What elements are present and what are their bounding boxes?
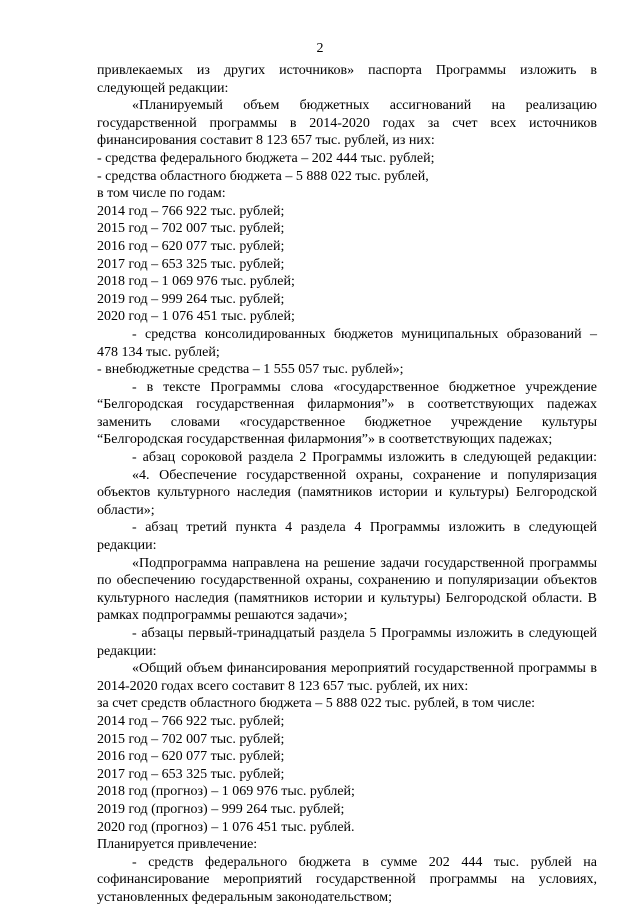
text-line: по обеспечению государственной охраны, сохранению и популяризации объектов [97, 573, 597, 589]
text-line: - средства консолидированных бюджетов муниципальных образований – [132, 326, 597, 342]
text-line: “Белгородская государственная филармония”» в соответствующих падежах; [97, 432, 553, 448]
text-line: «Планируемый объем бюджетных ассигнований на реализацию [132, 98, 597, 114]
text-line: - средства областного бюджета – 5 888 022 тыс. рублей, [97, 168, 429, 184]
text-line: культурного наследия (памятников истории и культуры) Белгородской области. В [97, 590, 597, 606]
text-line: «4. Обеспечение государственной охраны, сохранение и популяризация [132, 467, 597, 483]
text-line: установленных федеральным законодательством; [97, 889, 393, 905]
text-line: привлекаемых из других источников» паспорта Программы изложить в [97, 63, 597, 78]
text-line: следующей редакции: [97, 80, 229, 96]
text-line: области»; [97, 502, 155, 518]
text-line: 478 134 тыс. рублей; [97, 344, 220, 360]
text-line: «Подпрограмма направлена на решение задачи государственной программы [132, 555, 597, 571]
text-line: за счет средств областного бюджета – 5 888 022 тыс. рублей, в том числе: [97, 696, 536, 712]
text-line: редакции: [97, 538, 157, 554]
text-line: - абзацы первый-тринадцатый раздела 5 Программы изложить в следующей [132, 626, 597, 641]
text-line: «Общий объем финансирования мероприятий государственной программы в [132, 661, 597, 677]
text-line: государственной программы в 2014-2020 годах за счет всех источников [97, 115, 597, 131]
text-line: 2016 год – 620 077 тыс. рублей; [97, 749, 285, 765]
text-line: объектов культурного наследия (памятников истории и культуры) Белгородской [97, 485, 597, 501]
text-line: редакции: [97, 643, 157, 659]
text-line: “Белгородская государственная филармония”» в соответствующих падежах [97, 397, 597, 413]
text-line: 2016 год – 620 077 тыс. рублей; [97, 238, 285, 254]
text-line: - внебюджетные средства – 1 555 057 тыс. рублей»; [97, 362, 404, 378]
text-line: 2014 год – 766 922 тыс. рублей; [97, 203, 285, 219]
text-line: 2020 год – 1 076 451 тыс. рублей; [97, 309, 295, 325]
text-line: 2015 год – 702 007 тыс. рублей; [97, 221, 285, 237]
text-line: 2018 год – 1 069 976 тыс. рублей; [97, 274, 295, 290]
text-line: 2018 год (прогноз) – 1 069 976 тыс. рублей; [97, 784, 355, 800]
page-number: 2 [316, 41, 324, 56]
text-line: 2019 год (прогноз) – 999 264 тыс. рублей; [97, 801, 345, 817]
text-line: 2020 год (прогноз) – 1 076 451 тыс. рублей. [97, 819, 355, 835]
text-line: финансирования составит 8 123 657 тыс. рублей, из них: [97, 133, 435, 149]
text-line: 2014 год – 766 922 тыс. рублей; [97, 713, 285, 729]
document-body [97, 62, 597, 907]
text-line: 2015 год – 702 007 тыс. рублей; [97, 731, 285, 747]
text-line: - средств федерального бюджета в сумме 202 444 тыс. рублей на [132, 854, 597, 870]
text-line: - абзац сороковой раздела 2 Программы изложить в следующей редакции: [132, 450, 597, 466]
text-line: 2017 год – 653 325 тыс. рублей; [97, 766, 285, 782]
text-line: - в тексте Программы слова «государственное бюджетное учреждение [132, 379, 597, 395]
text-line: - абзац третий пункта 4 раздела 4 Программы изложить в следующей [132, 520, 597, 536]
text-line: 2014-2020 годах всего составит 8 123 657 тыс. рублей, их них: [97, 678, 469, 694]
text-line: 2017 год – 653 325 тыс. рублей; [97, 256, 285, 272]
text-line: 2019 год – 999 264 тыс. рублей; [97, 291, 285, 307]
text-line: софинансирование мероприятий государственной программы на условиях, [97, 872, 597, 888]
text-line: заменить словами «государственное бюджетное учреждение культуры [97, 414, 597, 430]
text-line: рамках подпрограммы решаются задачи»; [97, 608, 348, 624]
text-line: Планируется привлечение: [97, 837, 258, 853]
text-line: в том числе по годам: [97, 186, 226, 202]
text-line: - средства федерального бюджета – 202 444 тыс. рублей; [97, 150, 435, 166]
